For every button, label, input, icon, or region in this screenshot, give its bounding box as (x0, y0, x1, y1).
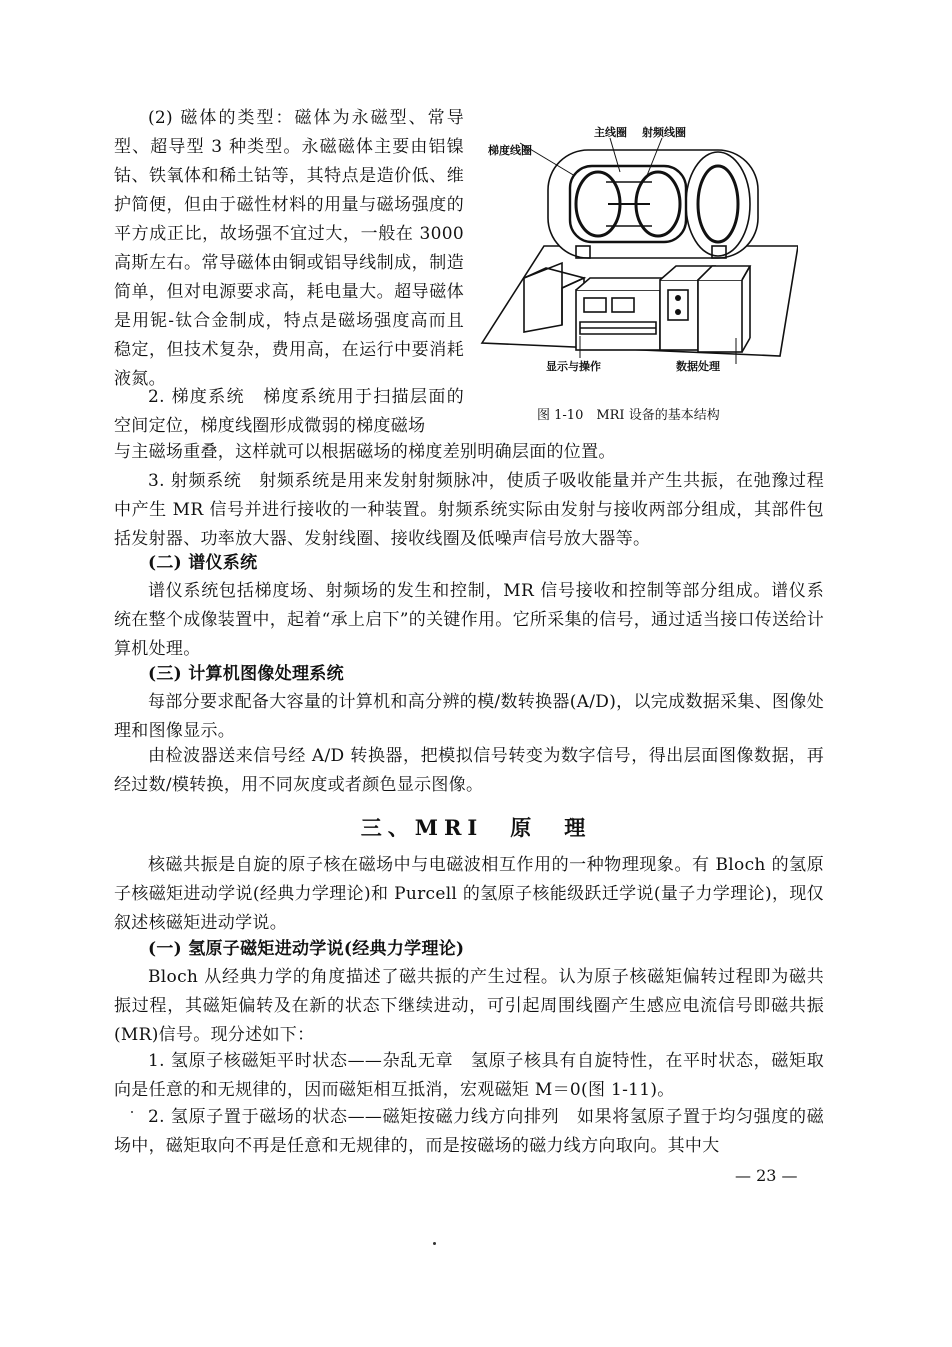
paragraph-rf-system: 3. 射频系统 射频系统是用来发射射频脉冲，使质子吸收能量并产生共振，在弛豫过程中产生 MR 信号并进行接收的一种装置。射频系统实际由发射与接收两部分组成，其部件包括发射器、功率放大器、发射线圈、接收线圈及低噪声信号放大器等。 (114, 471, 824, 549)
paragraph-gradient-system-end: 与主磁场重叠，这样就可以根据磁场的梯度差别明确层面的位置。 (114, 442, 616, 462)
paragraph-random-state: 1. 氢原子核磁矩平时状态——杂乱无章 氢原子核具有自旋特性，在平时状态，磁矩取向是任意的和无规律的，因而磁矩相互抵消，宏观磁矩 M＝0(图 1-11)。 (114, 1051, 824, 1100)
heading-computer-system: (三) 计算机图像处理系统 (148, 664, 344, 684)
page-number: — 23 — (735, 1166, 798, 1185)
label-main-coil: 主线圈 (594, 126, 627, 139)
paragraph-bloch-description: Bloch 从经典力学的角度描述了磁共振的产生过程。认为原子核磁矩偏转过程即为磁共振过程，其磁矩偏转及在新的状态下继续进动，可引起周围线圈产生感应电流信号即磁共振(MR)信号。现分述如下： (114, 967, 824, 1045)
paragraph-spectrometer: 谱仪系统包括梯度场、射频场的发生和控制，MR 信号接收和控制等部分组成。谱仪系统在整个成像装置中，起着“承上启下”的关键作用。它所采集的信号，通过适当接口传送给计算机处理。 (114, 581, 824, 659)
label-data-processing: 数据处理 (676, 360, 720, 373)
scan-speck (131, 1111, 133, 1113)
label-gradient-coil: 梯度线圈 (488, 144, 532, 157)
mri-equipment-figure (480, 118, 798, 438)
paragraph-nmr-intro: 核磁共振是自旋的原子核在磁场中与电磁波相互作用的一种物理现象。有 Bloch 的氢原子核磁矩进动学说(经典力学理论)和 Purcell 的氢原子核能级跃迁学说(量子力学理论)，现仅叙述核磁矩进动学说。 (114, 855, 824, 933)
paragraph-magnet-types: (2) 磁体的类型：磁体为永磁型、常导型、超导型 3 种类型。永磁磁体主要由铝镍钴、铁氧体和稀土钴等，其特点是造价低、维护简便，但由于磁性材料的用量与磁场强度的平方成正比，故场强不宜过大，一般在 3000 高斯左右。常导磁体由铜或铝导线制成，制造简单，但对电源要求高，耗电量大。超导磁体是用铌-钛合金制成，特点是磁场强度高而且稳定，但技术复杂，费用高，在运行中要消耗液氮。 (114, 108, 464, 389)
mri-equipment-drawing (480, 118, 798, 438)
scan-speck (433, 1242, 436, 1245)
figure-caption: 图 1-10 MRI 设备的基本结构 (537, 408, 720, 423)
heading-bloch-theory: (一) 氢原子磁矩进动学说(经典力学理论) (148, 939, 465, 959)
label-rf-coil: 射频线圈 (642, 126, 686, 139)
paragraph-magnetic-field-state: 2. 氢原子置于磁场的状态——磁矩按磁力线方向排列 如果将氢原子置于均匀强度的磁场中，磁矩取向不再是任意和无规律的，而是按磁场的磁力线方向取向。其中大 (114, 1107, 824, 1156)
paragraph-detector: 由检波器送来信号经 A/D 转换器，把模拟信号转变为数字信号，得出层面图像数据，再经过数/模转换，用不同灰度或者颜色显示图像。 (114, 746, 824, 795)
paragraph-gradient-system-start: 2. 梯度系统 梯度系统用于扫描层面的空间定位，梯度线圈形成微弱的梯度磁场 (114, 387, 464, 436)
section-title-mri-principle: 三、MRI 原 理 (360, 815, 592, 840)
paragraph-computer-ad: 每部分要求配备大容量的计算机和高分辨的模/数转换器(A/D)，以完成数据采集、图像处理和图像显示。 (114, 692, 824, 741)
label-display-operation: 显示与操作 (546, 360, 601, 373)
heading-spectrometer: (二) 谱仪系统 (148, 553, 258, 573)
